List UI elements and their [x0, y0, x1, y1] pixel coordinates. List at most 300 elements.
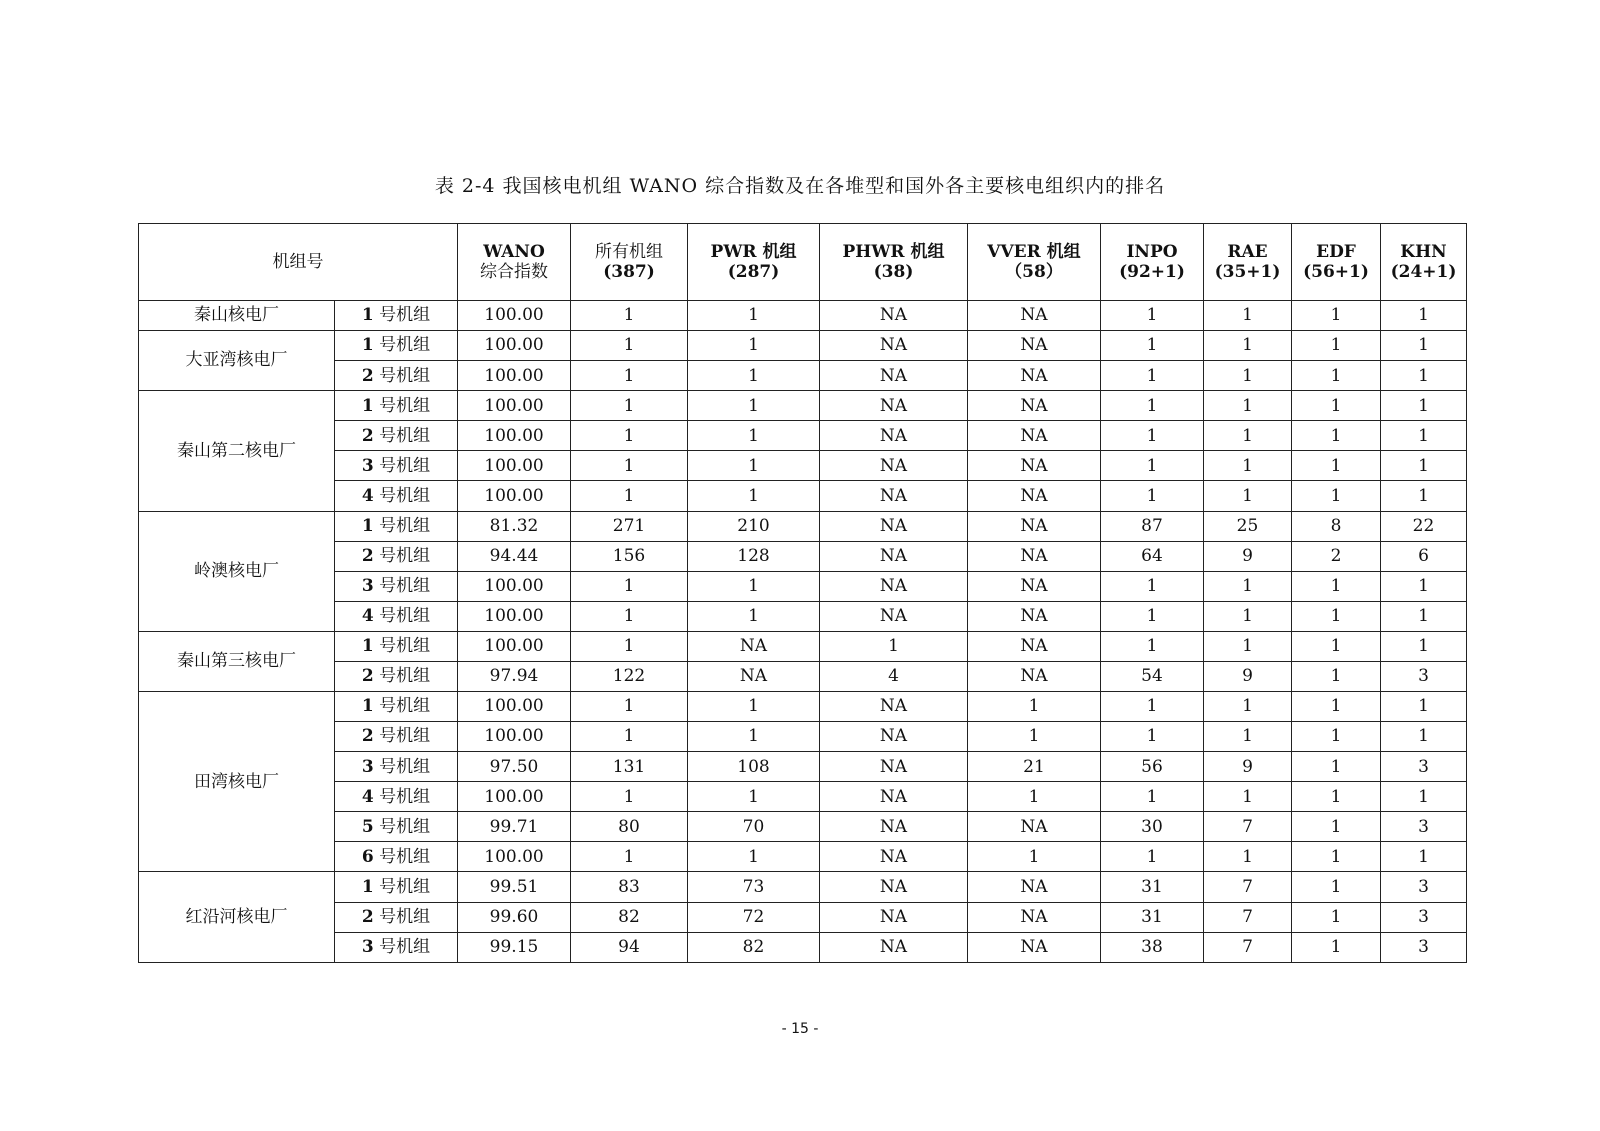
cell-wano: 100.00	[458, 601, 571, 631]
unit-number: 3	[361, 576, 374, 597]
unit-cell	[335, 421, 458, 451]
unit-number: 2	[361, 906, 374, 927]
cell-edf: 1	[1292, 331, 1381, 361]
cell-inpo: 1	[1101, 481, 1204, 511]
cell-wano: 99.60	[458, 902, 571, 932]
unit-number: 3	[361, 756, 374, 777]
cell-vver: NA	[968, 571, 1101, 601]
unit-cell	[335, 782, 458, 812]
cell-all: 1	[571, 391, 688, 421]
unit-cell	[335, 812, 458, 842]
unit-label: 号机组	[373, 816, 431, 837]
cell-rae: 1	[1204, 331, 1292, 361]
unit-number: 1	[361, 305, 374, 326]
cell-all: 1	[571, 631, 688, 661]
unit-number: 2	[361, 545, 374, 566]
unit-label: 号机组	[373, 666, 431, 687]
cell-khn: 3	[1381, 872, 1467, 902]
header-edf: EDF (56+1)	[1292, 224, 1381, 301]
cell-rae: 1	[1204, 722, 1292, 752]
table-row	[139, 631, 1467, 661]
page-number: - 15 -	[781, 1021, 819, 1037]
unit-label: 号机组	[373, 636, 431, 657]
unit-cell	[335, 391, 458, 421]
cell-edf: 1	[1292, 872, 1381, 902]
cell-edf: 1	[1292, 812, 1381, 842]
cell-inpo: 1	[1101, 782, 1204, 812]
unit-label: 号机组	[373, 305, 431, 326]
cell-inpo: 1	[1101, 601, 1204, 631]
cell-vver: NA	[968, 481, 1101, 511]
ranking-table	[138, 223, 1467, 963]
cell-phwr: NA	[820, 301, 968, 331]
cell-phwr: NA	[820, 782, 968, 812]
plant-name-cell: 红沿河核电厂	[139, 872, 335, 963]
header-rae: RAE (35+1)	[1204, 224, 1292, 301]
unit-cell	[335, 331, 458, 361]
cell-vver: NA	[968, 631, 1101, 661]
cell-phwr: NA	[820, 872, 968, 902]
cell-khn: 1	[1381, 601, 1467, 631]
cell-rae: 1	[1204, 391, 1292, 421]
cell-phwr: NA	[820, 331, 968, 361]
cell-pwr: 108	[688, 752, 820, 782]
cell-phwr: NA	[820, 902, 968, 932]
table-row	[139, 692, 1467, 722]
header-inpo: INPO (92+1)	[1101, 224, 1204, 301]
cell-vver: NA	[968, 872, 1101, 902]
table-row	[139, 421, 1467, 451]
cell-rae: 1	[1204, 631, 1292, 661]
unit-label: 号机组	[373, 485, 431, 506]
unit-cell	[335, 752, 458, 782]
cell-inpo: 1	[1101, 692, 1204, 722]
cell-vver: NA	[968, 932, 1101, 962]
cell-wano: 81.32	[458, 511, 571, 541]
cell-wano: 100.00	[458, 481, 571, 511]
cell-pwr: 1	[688, 361, 820, 391]
plant-name-cell: 大亚湾核电厂	[139, 331, 335, 391]
cell-rae: 7	[1204, 902, 1292, 932]
cell-wano: 100.00	[458, 842, 571, 872]
cell-phwr: 4	[820, 661, 968, 691]
header-phwr: PHWR 机组 (38)	[820, 224, 968, 301]
cell-rae: 9	[1204, 661, 1292, 691]
unit-label: 号机组	[373, 846, 431, 867]
unit-cell	[335, 661, 458, 691]
unit-cell	[335, 932, 458, 962]
unit-number: 2	[361, 425, 374, 446]
cell-phwr: NA	[820, 722, 968, 752]
cell-khn: 1	[1381, 842, 1467, 872]
unit-label: 号机组	[373, 937, 431, 958]
cell-all: 1	[571, 301, 688, 331]
cell-edf: 1	[1292, 752, 1381, 782]
unit-number: 3	[361, 455, 374, 476]
unit-cell	[335, 301, 458, 331]
cell-pwr: 1	[688, 692, 820, 722]
cell-edf: 1	[1292, 692, 1381, 722]
table-row	[139, 932, 1467, 962]
cell-pwr: 1	[688, 842, 820, 872]
cell-all: 94	[571, 932, 688, 962]
cell-rae: 1	[1204, 421, 1292, 451]
plant-name-cell: 秦山第三核电厂	[139, 631, 335, 691]
cell-vver: NA	[968, 902, 1101, 932]
unit-number: 5	[361, 816, 374, 837]
cell-wano: 100.00	[458, 301, 571, 331]
unit-number: 1	[361, 696, 374, 717]
cell-khn: 1	[1381, 692, 1467, 722]
cell-pwr: 1	[688, 481, 820, 511]
header-khn: KHN (24+1)	[1381, 224, 1467, 301]
cell-rae: 1	[1204, 692, 1292, 722]
cell-inpo: 1	[1101, 421, 1204, 451]
cell-inpo: 1	[1101, 361, 1204, 391]
unit-cell	[335, 481, 458, 511]
cell-khn: 1	[1381, 631, 1467, 661]
cell-inpo: 1	[1101, 722, 1204, 752]
header-unit: 机组号	[139, 224, 458, 301]
unit-number: 4	[361, 786, 374, 807]
cell-wano: 97.50	[458, 752, 571, 782]
cell-vver: NA	[968, 511, 1101, 541]
unit-number: 4	[361, 606, 374, 627]
unit-cell	[335, 571, 458, 601]
unit-label: 号机组	[373, 365, 431, 386]
unit-number: 3	[361, 937, 374, 958]
cell-wano: 100.00	[458, 391, 571, 421]
header-pwr: PWR 机组 (287)	[688, 224, 820, 301]
cell-vver: NA	[968, 391, 1101, 421]
cell-rae: 7	[1204, 872, 1292, 902]
unit-cell	[335, 361, 458, 391]
unit-number: 2	[361, 726, 374, 747]
unit-label: 号机组	[373, 786, 431, 807]
table-row	[139, 752, 1467, 782]
cell-khn: 1	[1381, 301, 1467, 331]
cell-all: 1	[571, 782, 688, 812]
table-row	[139, 361, 1467, 391]
unit-cell	[335, 451, 458, 481]
plant-name-cell: 秦山核电厂	[139, 301, 335, 331]
cell-pwr: 1	[688, 331, 820, 361]
unit-number: 1	[361, 335, 374, 356]
table-row	[139, 872, 1467, 902]
cell-inpo: 54	[1101, 661, 1204, 691]
unit-label: 号机组	[373, 576, 431, 597]
cell-pwr: 1	[688, 722, 820, 752]
table-row	[139, 511, 1467, 541]
unit-label: 号机组	[373, 545, 431, 566]
cell-inpo: 1	[1101, 571, 1204, 601]
table-row	[139, 301, 1467, 331]
cell-vver: 21	[968, 752, 1101, 782]
cell-rae: 1	[1204, 842, 1292, 872]
cell-wano: 100.00	[458, 331, 571, 361]
cell-vver: NA	[968, 331, 1101, 361]
cell-pwr: 210	[688, 511, 820, 541]
cell-vver: 1	[968, 692, 1101, 722]
cell-pwr: 70	[688, 812, 820, 842]
unit-label: 号机组	[373, 395, 431, 416]
cell-wano: 94.44	[458, 541, 571, 571]
cell-rae: 7	[1204, 932, 1292, 962]
cell-all: 1	[571, 361, 688, 391]
cell-vver: NA	[968, 421, 1101, 451]
cell-khn: 1	[1381, 782, 1467, 812]
cell-wano: 100.00	[458, 722, 571, 752]
cell-all: 80	[571, 812, 688, 842]
plant-name-cell: 秦山第二核电厂	[139, 391, 335, 511]
cell-khn: 1	[1381, 391, 1467, 421]
unit-number: 1	[361, 395, 374, 416]
cell-all: 82	[571, 902, 688, 932]
cell-rae: 1	[1204, 451, 1292, 481]
cell-khn: 1	[1381, 421, 1467, 451]
cell-all: 131	[571, 752, 688, 782]
cell-all: 1	[571, 722, 688, 752]
cell-all: 1	[571, 692, 688, 722]
cell-all: 1	[571, 451, 688, 481]
cell-rae: 9	[1204, 752, 1292, 782]
cell-khn: 1	[1381, 331, 1467, 361]
cell-edf: 2	[1292, 541, 1381, 571]
cell-pwr: 1	[688, 782, 820, 812]
cell-vver: NA	[968, 601, 1101, 631]
cell-khn: 3	[1381, 932, 1467, 962]
unit-number: 1	[361, 515, 374, 536]
cell-edf: 1	[1292, 361, 1381, 391]
cell-inpo: 1	[1101, 331, 1204, 361]
cell-all: 1	[571, 331, 688, 361]
cell-inpo: 1	[1101, 391, 1204, 421]
cell-inpo: 1	[1101, 451, 1204, 481]
unit-number: 6	[361, 846, 374, 867]
cell-phwr: NA	[820, 692, 968, 722]
cell-rae: 9	[1204, 541, 1292, 571]
unit-label: 号机组	[373, 335, 431, 356]
cell-phwr: NA	[820, 571, 968, 601]
cell-wano: 100.00	[458, 451, 571, 481]
cell-all: 1	[571, 571, 688, 601]
unit-label: 号机组	[373, 726, 431, 747]
cell-all: 1	[571, 481, 688, 511]
cell-edf: 1	[1292, 601, 1381, 631]
cell-phwr: NA	[820, 932, 968, 962]
cell-khn: 3	[1381, 902, 1467, 932]
unit-cell	[335, 692, 458, 722]
table-row	[139, 541, 1467, 571]
cell-edf: 1	[1292, 571, 1381, 601]
unit-number: 1	[361, 876, 374, 897]
unit-cell	[335, 601, 458, 631]
cell-edf: 1	[1292, 391, 1381, 421]
cell-pwr: NA	[688, 661, 820, 691]
cell-all: 1	[571, 421, 688, 451]
cell-pwr: 82	[688, 932, 820, 962]
cell-pwr: 73	[688, 872, 820, 902]
header-vver: VVER 机组 （58）	[968, 224, 1101, 301]
cell-wano: 100.00	[458, 361, 571, 391]
cell-inpo: 1	[1101, 842, 1204, 872]
unit-cell	[335, 511, 458, 541]
unit-cell	[335, 631, 458, 661]
cell-khn: 6	[1381, 541, 1467, 571]
cell-inpo: 31	[1101, 902, 1204, 932]
unit-label: 号机组	[373, 455, 431, 476]
cell-wano: 97.94	[458, 661, 571, 691]
unit-label: 号机组	[373, 425, 431, 446]
cell-all: 83	[571, 872, 688, 902]
table-row	[139, 842, 1467, 872]
cell-vver: 1	[968, 842, 1101, 872]
cell-vver: NA	[968, 661, 1101, 691]
cell-pwr: 1	[688, 571, 820, 601]
table-row	[139, 722, 1467, 752]
unit-cell	[335, 541, 458, 571]
table-row	[139, 601, 1467, 631]
plant-name-cell: 岭澳核电厂	[139, 511, 335, 631]
cell-pwr: 72	[688, 902, 820, 932]
table-row	[139, 451, 1467, 481]
cell-all: 156	[571, 541, 688, 571]
cell-rae: 1	[1204, 782, 1292, 812]
unit-cell	[335, 902, 458, 932]
cell-phwr: NA	[820, 391, 968, 421]
cell-khn: 1	[1381, 361, 1467, 391]
cell-inpo: 56	[1101, 752, 1204, 782]
unit-label: 号机组	[373, 906, 431, 927]
cell-all: 1	[571, 842, 688, 872]
cell-edf: 1	[1292, 782, 1381, 812]
table-row	[139, 481, 1467, 511]
unit-label: 号机组	[373, 696, 431, 717]
unit-number: 2	[361, 666, 374, 687]
cell-rae: 1	[1204, 361, 1292, 391]
cell-edf: 1	[1292, 842, 1381, 872]
cell-pwr: 1	[688, 421, 820, 451]
table-row	[139, 902, 1467, 932]
cell-phwr: NA	[820, 451, 968, 481]
cell-wano: 99.51	[458, 872, 571, 902]
unit-label: 号机组	[373, 606, 431, 627]
unit-cell	[335, 872, 458, 902]
table-row	[139, 661, 1467, 691]
cell-vver: NA	[968, 812, 1101, 842]
cell-vver: NA	[968, 361, 1101, 391]
cell-edf: 1	[1292, 631, 1381, 661]
cell-phwr: NA	[820, 361, 968, 391]
cell-wano: 100.00	[458, 571, 571, 601]
cell-edf: 1	[1292, 481, 1381, 511]
unit-cell	[335, 722, 458, 752]
cell-phwr: NA	[820, 842, 968, 872]
cell-inpo: 64	[1101, 541, 1204, 571]
cell-phwr: NA	[820, 421, 968, 451]
header-all-units: 所有机组 (387)	[571, 224, 688, 301]
cell-all: 1	[571, 601, 688, 631]
cell-rae: 1	[1204, 301, 1292, 331]
cell-edf: 1	[1292, 932, 1381, 962]
cell-khn: 3	[1381, 752, 1467, 782]
header-wano: WANO 综合指数	[458, 224, 571, 301]
cell-pwr: 1	[688, 391, 820, 421]
cell-phwr: 1	[820, 631, 968, 661]
cell-wano: 100.00	[458, 692, 571, 722]
cell-wano: 100.00	[458, 782, 571, 812]
unit-number: 2	[361, 365, 374, 386]
cell-khn: 22	[1381, 511, 1467, 541]
table-row	[139, 391, 1467, 421]
table-caption: 表 2-4 我国核电机组 WANO 综合指数及在各堆型和国外各主要核电组织内的排名	[434, 175, 1166, 197]
unit-label: 号机组	[373, 515, 431, 536]
cell-all: 271	[571, 511, 688, 541]
cell-khn: 1	[1381, 481, 1467, 511]
header-row	[139, 224, 1467, 301]
cell-rae: 1	[1204, 601, 1292, 631]
cell-edf: 1	[1292, 661, 1381, 691]
table-row	[139, 812, 1467, 842]
cell-vver: 1	[968, 782, 1101, 812]
cell-vver: NA	[968, 541, 1101, 571]
table-body	[139, 301, 1467, 963]
cell-pwr: 1	[688, 451, 820, 481]
cell-rae: 7	[1204, 812, 1292, 842]
cell-rae: 25	[1204, 511, 1292, 541]
cell-wano: 100.00	[458, 631, 571, 661]
cell-edf: 8	[1292, 511, 1381, 541]
cell-vver: NA	[968, 301, 1101, 331]
cell-inpo: 38	[1101, 932, 1204, 962]
cell-khn: 1	[1381, 571, 1467, 601]
cell-phwr: NA	[820, 752, 968, 782]
cell-phwr: NA	[820, 601, 968, 631]
cell-khn: 1	[1381, 722, 1467, 752]
cell-edf: 1	[1292, 421, 1381, 451]
cell-inpo: 1	[1101, 301, 1204, 331]
unit-label: 号机组	[373, 876, 431, 897]
cell-all: 122	[571, 661, 688, 691]
table-row	[139, 782, 1467, 812]
cell-edf: 1	[1292, 451, 1381, 481]
cell-wano: 100.00	[458, 421, 571, 451]
plant-name-cell: 田湾核电厂	[139, 692, 335, 872]
cell-rae: 1	[1204, 481, 1292, 511]
cell-edf: 1	[1292, 301, 1381, 331]
cell-phwr: NA	[820, 481, 968, 511]
cell-inpo: 1	[1101, 631, 1204, 661]
unit-cell	[335, 842, 458, 872]
cell-wano: 99.15	[458, 932, 571, 962]
cell-khn: 3	[1381, 661, 1467, 691]
cell-inpo: 30	[1101, 812, 1204, 842]
cell-vver: NA	[968, 451, 1101, 481]
cell-edf: 1	[1292, 902, 1381, 932]
cell-pwr: NA	[688, 631, 820, 661]
cell-edf: 1	[1292, 722, 1381, 752]
cell-phwr: NA	[820, 541, 968, 571]
table-row	[139, 571, 1467, 601]
cell-pwr: 128	[688, 541, 820, 571]
unit-number: 1	[361, 636, 374, 657]
table-row	[139, 331, 1467, 361]
cell-rae: 1	[1204, 571, 1292, 601]
cell-phwr: NA	[820, 511, 968, 541]
cell-khn: 3	[1381, 812, 1467, 842]
cell-vver: 1	[968, 722, 1101, 752]
cell-phwr: NA	[820, 812, 968, 842]
